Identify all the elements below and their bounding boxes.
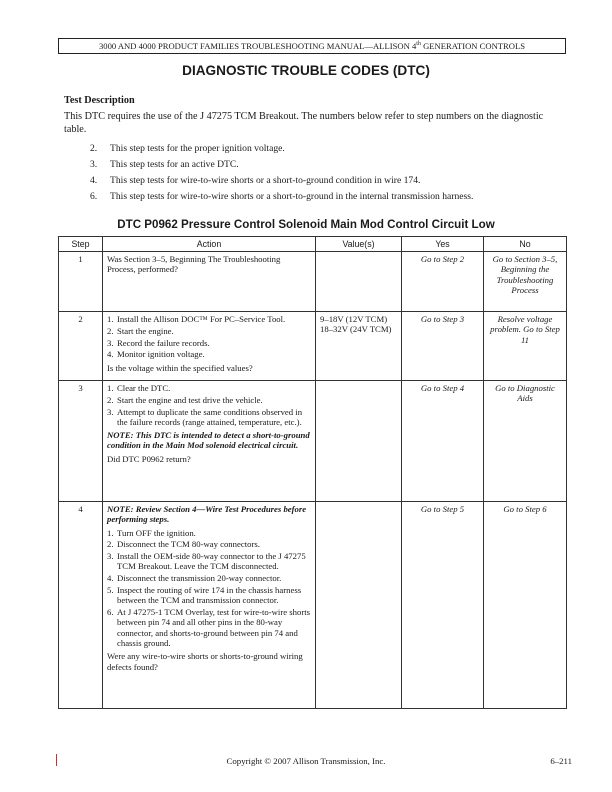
action-item-number: 2.: [107, 539, 114, 550]
yes-cell: Go to Step 3: [402, 312, 484, 381]
test-description-heading: Test Description: [64, 95, 135, 106]
action-item-text: Attempt to duplicate the same conditions observed in the failure records (range attained, temperature, etc.).: [117, 406, 303, 427]
action-item-number: 6.: [107, 607, 114, 618]
values-cell: [316, 502, 402, 709]
action-question: Is the voltage within the specified values?: [107, 362, 253, 373]
values-cell: [316, 381, 402, 502]
action-item-number: 1.: [107, 527, 114, 538]
column-header-action: Action: [103, 237, 316, 252]
page-number: 6–211: [550, 756, 572, 766]
action-item: [107, 383, 311, 393]
action-item-number: 3.: [107, 551, 114, 562]
no-cell: Go to Diagnostic Aids: [484, 381, 567, 502]
list-item: [90, 190, 473, 206]
action-item-number: 1.: [107, 314, 114, 324]
list-item: [90, 158, 473, 174]
test-description-list: [90, 142, 473, 206]
step-number: 3: [59, 381, 103, 502]
table-row: [59, 381, 567, 502]
header-title-main: 3000 AND 4000 PRODUCT FAMILIES TROUBLESHOOTING MANUAL—ALLISON 4: [98, 41, 417, 51]
action-item: [107, 326, 311, 336]
action-note: NOTE: Review Section 4—Wire Test Procedures before performing steps.: [107, 504, 307, 525]
page-title: DIAGNOSTIC TROUBLE CODES (DTC): [182, 63, 430, 78]
table-title: DTC P0962 Pressure Control Solenoid Main Mod Control Circuit Low: [117, 218, 495, 231]
action-item-number: 4.: [107, 349, 114, 360]
no-cell: Go to Step 6: [484, 502, 567, 709]
list-item-text: This step tests for wire-to-wire shorts or a short-to-ground condition in wire 174.: [110, 175, 421, 186]
action-item: [107, 349, 311, 359]
action-cell: [103, 381, 316, 502]
action-item: [107, 314, 311, 324]
action-item-text: Disconnect the transmission 20-way connector.: [117, 573, 282, 584]
action-item: [107, 551, 311, 572]
action-item-text: Clear the DTC.: [117, 383, 171, 393]
action-item: [107, 407, 311, 428]
action-item-text: Install the Allison DOC™ For PC–Service Tool.: [117, 314, 286, 324]
list-item-number: 4.: [90, 175, 98, 186]
action-cell: [103, 252, 316, 312]
action-item: [107, 585, 311, 606]
action-item-number: 5.: [107, 585, 114, 596]
action-cell: [103, 312, 316, 381]
action-item-text: Install the OEM-side 80-way connector to the J 47275 TCM Breakout. Leave the TCM disconnected.: [117, 551, 306, 572]
table-row: [59, 252, 567, 312]
action-item-text: Disconnect the TCM 80-way connectors.: [117, 539, 260, 550]
action-question: Were any wire-to-wire shorts or shorts-to-ground wiring defects found?: [107, 651, 303, 672]
action-item-number: 2.: [107, 325, 114, 336]
action-item-text: Monitor ignition voltage.: [117, 349, 205, 360]
column-header-no: No: [484, 237, 567, 252]
table-header-row: [59, 237, 567, 252]
action-cell: [103, 502, 316, 709]
list-item: [90, 174, 473, 190]
no-cell: Resolve voltage problem. Go to Step 11: [484, 312, 567, 381]
values-cell: [316, 312, 402, 381]
action-item: [107, 338, 311, 348]
action-item: [107, 573, 311, 583]
list-item-number: 2.: [90, 143, 98, 154]
running-header: [58, 38, 566, 54]
value-24v: 18–32V (24V TCM): [320, 324, 392, 335]
action-text: Was Section 3–5, Beginning The Troubleshooting Process, performed?: [107, 254, 281, 275]
action-item-text: At J 47275-1 TCM Overlay, test for wire-to-wire shorts between pin 74 and all other pins in the 80-way connector, and shorts-to-ground between pin 74 and chassis ground.: [117, 607, 311, 649]
step-number: 2: [59, 312, 103, 381]
yes-cell: Go to Step 4: [402, 381, 484, 502]
value-12v: 9–18V (12V TCM): [320, 314, 388, 324]
list-item-number: 3.: [90, 159, 98, 170]
column-header-values: Value(s): [316, 237, 402, 252]
list-item-text: This step tests for the proper ignition voltage.: [110, 143, 285, 154]
list-item-number: 6.: [90, 191, 98, 202]
yes-cell: Go to Step 2: [402, 252, 484, 312]
action-item: [107, 539, 311, 549]
header-title-superscript: th: [416, 41, 421, 48]
action-item: [107, 528, 311, 538]
header-title-end: GENERATION CONTROLS: [420, 41, 525, 51]
action-note: NOTE: This DTC is intended to detect a short-to-ground condition in the Main Mod solenoid electrical circuit.: [107, 430, 310, 451]
action-question: Did DTC P0962 return?: [107, 453, 191, 464]
action-item-number: 1.: [107, 383, 114, 393]
values-cell: [316, 252, 402, 312]
list-item-text: This step tests for an active DTC.: [110, 159, 239, 170]
list-item: [90, 142, 473, 158]
list-item-text: This step tests for wire-to-wire shorts or a short-to-ground in the internal transmission harness.: [110, 191, 474, 202]
action-item-text: Record the failure records.: [117, 337, 210, 348]
action-item-number: 3.: [107, 337, 114, 348]
action-item-number: 2.: [107, 394, 114, 405]
step-number: 4: [59, 502, 103, 709]
dtc-diagnostic-table: [58, 236, 567, 709]
step-number: 1: [59, 252, 103, 312]
test-description-text: This DTC requires the use of the J 47275 TCM Breakout. The numbers below refer to step numbers on the diagnostic table.: [64, 111, 544, 135]
action-item-number: 3.: [107, 406, 114, 417]
no-cell: Go to Section 3–5, Beginning the Troubleshooting Process: [484, 252, 567, 312]
yes-cell: Go to Step 5: [402, 502, 484, 709]
action-item-text: Start the engine.: [117, 325, 174, 336]
table-row: [59, 502, 567, 709]
footer-copyright: Copyright © 2007 Allison Transmission, Inc.: [226, 756, 386, 766]
action-item: [107, 607, 311, 648]
action-item-text: Inspect the routing of wire 174 in the chassis harness between the TCM and transmission connector.: [117, 585, 302, 606]
action-item-text: Start the engine and test drive the vehicle.: [117, 394, 263, 405]
table-row: [59, 312, 567, 381]
action-item-number: 4.: [107, 573, 114, 584]
column-header-yes: Yes: [402, 237, 484, 252]
action-item: [107, 395, 311, 405]
action-item-text: Turn OFF the ignition.: [117, 527, 196, 538]
column-header-step: Step: [59, 237, 103, 252]
